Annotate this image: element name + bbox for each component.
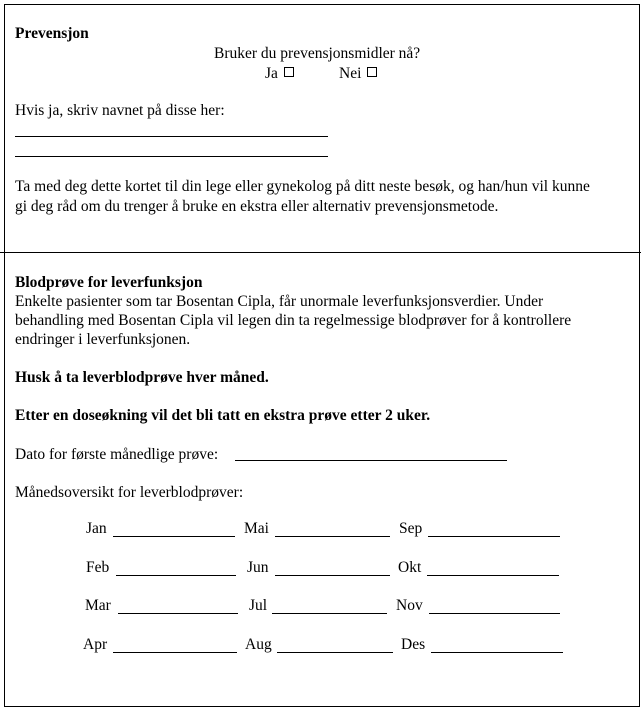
- option-ja[interactable]: [265, 64, 294, 83]
- month-label-des: Des: [401, 636, 426, 653]
- option-nei[interactable]: [339, 64, 377, 83]
- month-field-aug[interactable]: [277, 652, 393, 653]
- month-field-jul[interactable]: [272, 613, 387, 614]
- contraceptive-name-line-2[interactable]: [15, 156, 328, 157]
- first-test-date-field[interactable]: [235, 460, 507, 461]
- monthly-reminder: Husk å ta leverblodprøve hver måned.: [15, 369, 269, 386]
- contraceptive-name-line-1[interactable]: [15, 136, 328, 137]
- section-divider: [0, 252, 641, 253]
- month-field-jan[interactable]: [113, 536, 235, 537]
- advice-line-1: Ta med deg dette kortet til din lege eller gynekolog på ditt neste besøk, og han/hun vil kunne: [15, 178, 590, 195]
- month-field-sep[interactable]: [428, 536, 560, 537]
- month-label-mai: Mai: [244, 520, 269, 537]
- month-field-apr[interactable]: [113, 652, 237, 653]
- month-label-sep: Sep: [399, 520, 423, 537]
- liver-intro-line-1: Enkelte pasienter som tar Bosentan Cipla, får unormale leverfunksjonsverdier. Under: [15, 293, 544, 310]
- contraception-heading: Prevensjon: [15, 25, 89, 42]
- month-label-aug: Aug: [245, 636, 272, 653]
- month-label-jul: Jul: [249, 597, 268, 614]
- names-prompt: Hvis ja, skriv navnet på disse her:: [15, 102, 225, 119]
- month-field-mai[interactable]: [275, 536, 390, 537]
- monthly-overview-label: Månedsoversikt for leverblodprøver:: [15, 484, 244, 501]
- liver-intro-line-3: endringer i leverfunksjonen.: [15, 331, 191, 348]
- month-field-mar[interactable]: [118, 613, 238, 614]
- month-field-jun[interactable]: [275, 575, 390, 576]
- month-field-okt[interactable]: [427, 575, 559, 576]
- option-ja-label: Ja: [265, 65, 278, 82]
- month-field-nov[interactable]: [429, 613, 560, 614]
- month-label-feb: Feb: [86, 559, 110, 576]
- contraception-question: Bruker du prevensjonsmidler nå?: [214, 45, 421, 62]
- month-field-des[interactable]: [431, 652, 563, 653]
- month-label-nov: Nov: [396, 597, 423, 614]
- liver-test-heading: Blodprøve for leverfunksjon: [15, 274, 203, 291]
- month-label-apr: Apr: [83, 636, 108, 653]
- checkbox-ja[interactable]: [284, 67, 294, 77]
- option-nei-label: Nei: [339, 65, 362, 82]
- month-label-jan: Jan: [86, 520, 107, 537]
- advice-line-2: gi deg råd om du trenger å bruke en ekstra eller alternativ prevensjonsmetode.: [15, 198, 499, 215]
- month-field-feb[interactable]: [116, 575, 236, 576]
- checkbox-nei[interactable]: [367, 67, 377, 77]
- month-label-mar: Mar: [85, 597, 111, 614]
- first-test-label: Dato for første månedlige prøve:: [15, 446, 219, 463]
- month-label-okt: Okt: [398, 559, 422, 576]
- dose-increase-note: Etter en doseøkning vil det bli tatt en ekstra prøve etter 2 uker.: [15, 407, 431, 424]
- liver-intro-line-2: behandling med Bosentan Cipla vil legen din ta regelmessige blodprøver for å kontrollere: [15, 312, 572, 329]
- month-label-jun: Jun: [247, 559, 269, 576]
